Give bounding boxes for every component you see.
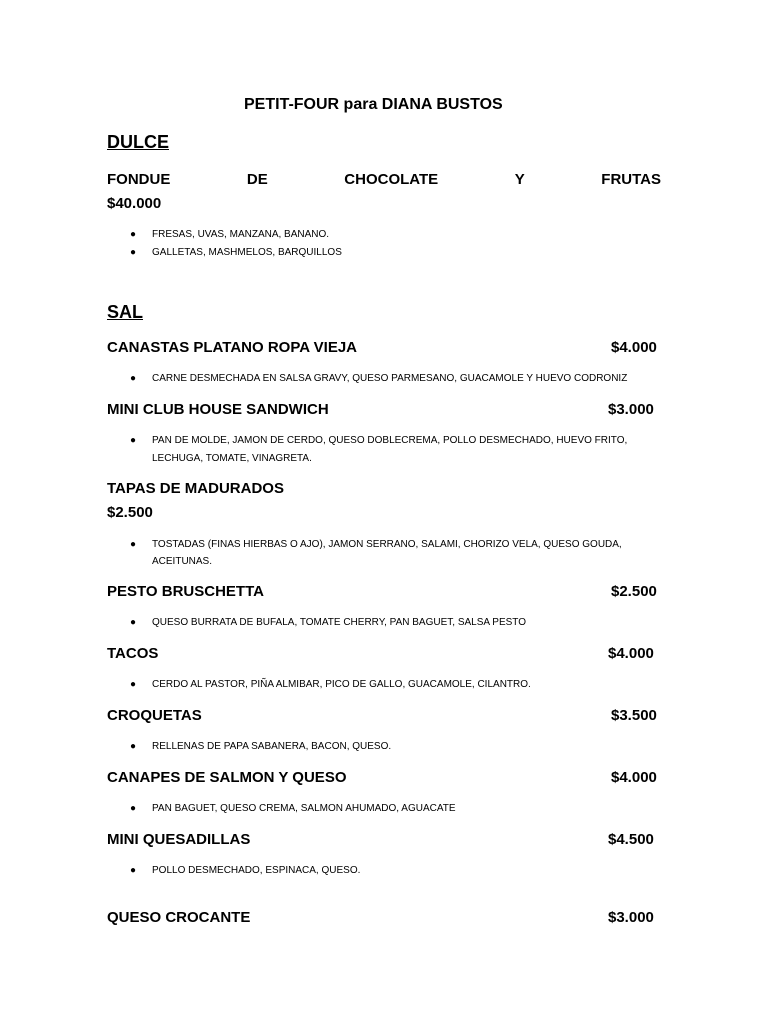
bullet-text: GALLETAS, MASHMELOS, BARQUILLOS bbox=[152, 247, 342, 258]
bullet-text: ACEITUNAS. bbox=[152, 556, 213, 567]
bullet-text: CARNE DESMECHADA EN SALSA GRAVY, QUESO PARMESANO, GUACAMOLE Y HUEVO CODRONIZ bbox=[152, 373, 628, 384]
menu-item-price: $4.500 bbox=[608, 831, 654, 848]
document-title: PETIT-FOUR para DIANA BUSTOS bbox=[244, 96, 503, 113]
menu-item-price: $2.500 bbox=[107, 504, 153, 521]
bullet-icon: ● bbox=[130, 373, 137, 384]
bullet-icon: ● bbox=[130, 741, 137, 752]
menu-item-price: $4.000 bbox=[611, 339, 657, 356]
bullet-icon: ● bbox=[130, 229, 137, 240]
bullet-icon: ● bbox=[130, 617, 137, 628]
menu-item-price: $3.500 bbox=[611, 707, 657, 724]
menu-item-price: $4.000 bbox=[608, 645, 654, 662]
menu-item-name: PESTO BRUSCHETTA bbox=[107, 583, 264, 600]
fondue-word: Y bbox=[514, 171, 525, 188]
menu-item-price: $2.500 bbox=[611, 583, 657, 600]
menu-item-name: MINI QUESADILLAS bbox=[107, 831, 251, 848]
bullet-text: FRESAS, UVAS, MANZANA, BANANO. bbox=[152, 229, 330, 240]
bullet-text: TOSTADAS (FINAS HIERBAS O AJO), JAMON SERRANO, SALAMI, CHORIZO VELA, QUESO GOUDA, bbox=[152, 539, 622, 550]
menu-item-name: MINI CLUB HOUSE SANDWICH bbox=[107, 401, 329, 418]
bullet-text: CERDO AL PASTOR, PIÑA ALMIBAR, PICO DE GALLO, GUACAMOLE, CILANTRO. bbox=[152, 679, 531, 690]
menu-item-name: CANAPES DE SALMON Y QUESO bbox=[107, 769, 347, 786]
menu-item-price: $3.000 bbox=[608, 401, 654, 418]
fondue-word: DE bbox=[246, 171, 268, 188]
bullet-icon: ● bbox=[130, 865, 137, 876]
fondue-word: FONDUE bbox=[107, 171, 171, 188]
menu-item-name: TAPAS DE MADURADOS bbox=[107, 480, 284, 497]
bullet-icon: ● bbox=[130, 435, 137, 446]
menu-item-name: CANASTAS PLATANO ROPA VIEJA bbox=[107, 339, 358, 356]
bullet-text: PAN DE MOLDE, JAMON DE CERDO, QUESO DOBLECREMA, POLLO DESMECHADO, HUEVO FRITO, bbox=[152, 435, 628, 446]
menu-item-name: QUESO CROCANTE bbox=[107, 909, 251, 926]
fondue-word: FRUTAS bbox=[601, 171, 661, 188]
section-heading-dulce: DULCE bbox=[107, 132, 169, 152]
menu-item-price: $3.000 bbox=[608, 909, 654, 926]
bullet-text: LECHUGA, TOMATE, VINAGRETA. bbox=[152, 453, 312, 464]
section-heading-sal: SAL bbox=[107, 302, 143, 322]
bullet-icon: ● bbox=[130, 247, 137, 258]
bullet-icon: ● bbox=[130, 803, 137, 814]
bullet-text: PAN BAGUET, QUESO CREMA, SALMON AHUMADO, AGUACATE bbox=[152, 803, 456, 814]
bullet-text: QUESO BURRATA DE BUFALA, TOMATE CHERRY, PAN BAGUET, SALSA PESTO bbox=[152, 617, 526, 628]
fondue-price: $40.000 bbox=[107, 195, 162, 212]
bullet-icon: ● bbox=[130, 539, 137, 550]
bullet-text: POLLO DESMECHADO, ESPINACA, QUESO. bbox=[152, 865, 361, 876]
bullet-icon: ● bbox=[130, 679, 137, 690]
bullet-text: RELLENAS DE PAPA SABANERA, BACON, QUESO. bbox=[152, 741, 392, 752]
menu-item-price: $4.000 bbox=[611, 769, 657, 786]
menu-item-name: CROQUETAS bbox=[107, 707, 202, 724]
fondue-word: CHOCOLATE bbox=[344, 171, 439, 188]
menu-item-name: TACOS bbox=[107, 645, 159, 662]
fondue-title-line bbox=[107, 171, 661, 188]
